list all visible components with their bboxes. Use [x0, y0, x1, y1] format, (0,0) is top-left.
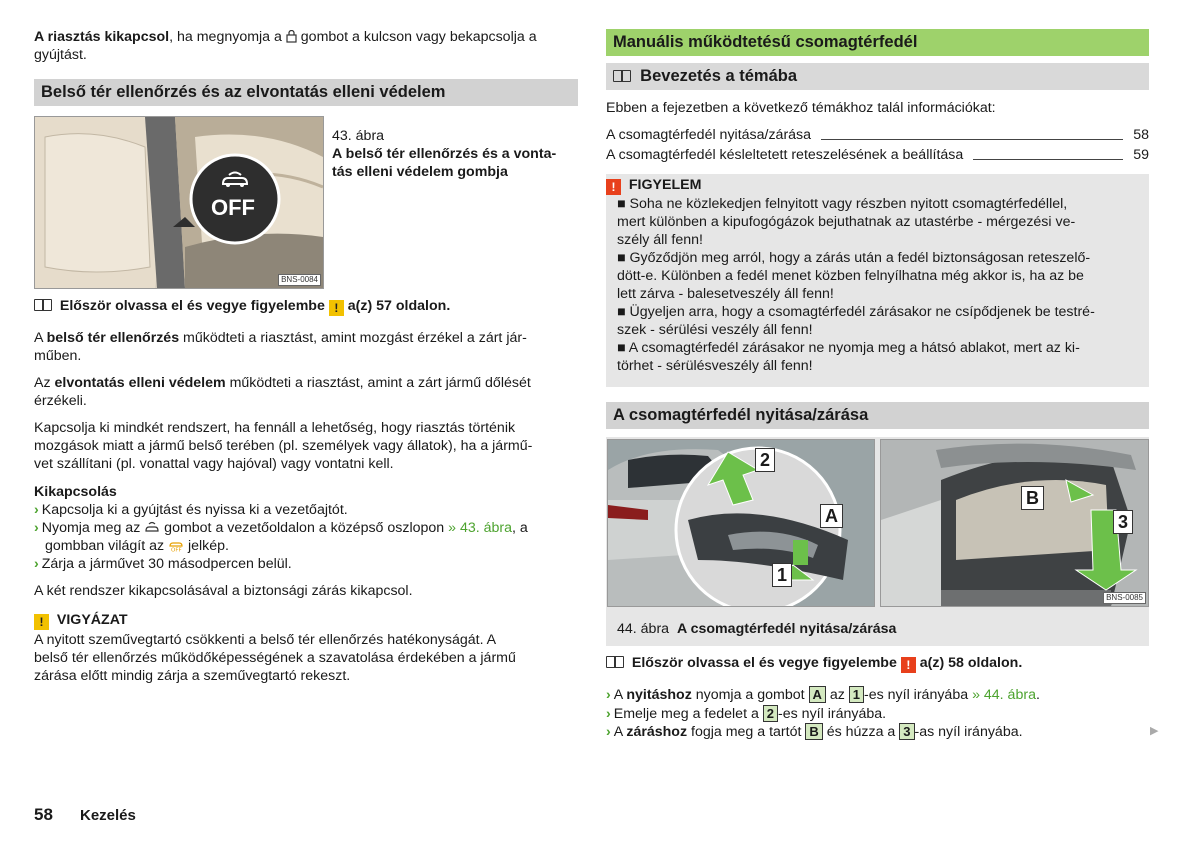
book-icon	[613, 70, 631, 82]
svg-text:OFF: OFF	[171, 547, 182, 552]
section-header-interior-monitoring: Belső tér ellenőrzés és az elvontatás elleni védelem	[34, 79, 578, 106]
caution-heading: ! VIGYÁZAT	[34, 611, 128, 630]
caution-icon: !	[34, 614, 49, 630]
car-alarm-icon	[218, 170, 252, 190]
chapter-header: Manuális működtetésű csomagtérfedél	[606, 29, 1149, 56]
figure-43-caption-line1: A belső tér ellenőrzés és a vonta-	[332, 146, 557, 162]
figure-44-box	[606, 437, 1149, 646]
label-A-ref: A	[809, 686, 826, 703]
step-1: › Kapcsolja ki a gyújtást és nyissa ki a vezetőajtót.	[34, 502, 348, 518]
label-A: A	[820, 504, 843, 528]
figure-43-image	[34, 116, 324, 289]
figure-44-link[interactable]: » 44. ábra	[972, 687, 1036, 703]
label-2-ref: 2	[763, 705, 778, 722]
figure-44-image-left	[607, 439, 875, 607]
label-1-ref: 1	[849, 686, 864, 703]
off-heading: Kikapcsolás	[34, 484, 117, 500]
figure-43-number: 43. ábra	[332, 128, 385, 144]
step-2: › Nyomja meg az gombot a vezetőoldalon a középső oszlopon » 43. ábra, a gombban világít az OFF jelkép.	[34, 520, 528, 554]
label-3: 3	[1113, 510, 1133, 534]
paragraph-interior-monitoring: A belső tér ellenőrzés működteti a riasztást, amint mozgást érzékel a zárt jár- műben.	[34, 330, 527, 364]
step-arrow-icon: ›	[34, 502, 39, 518]
open-trunk-illustration	[881, 440, 1148, 606]
step-close: › A záráshoz fogja meg a tartót B és húzza a 3 -as nyíl irányába.	[606, 724, 1023, 740]
paragraph-tow-protection: Az elvontatás elleni védelem működteti a riasztást, amint a zárt jármű dőlését érzékeli.	[34, 375, 531, 409]
step-arrow-icon: ›	[34, 520, 39, 536]
continue-arrow-icon: ▶	[1150, 725, 1159, 737]
section-header-tailgate: A csomagtérfedél nyitása/zárása	[606, 402, 1149, 429]
figure-tag: BNS-0084	[278, 274, 321, 286]
book-icon	[606, 656, 624, 668]
figure-43-link[interactable]: » 43. ábra	[448, 520, 513, 536]
warning-icon: !	[901, 657, 916, 673]
label-B: B	[1021, 486, 1044, 510]
book-icon	[34, 299, 52, 311]
toc-entry[interactable]: A csomagtérfedél nyitása/zárása 58	[606, 127, 1149, 143]
step-lift: › Emelje meg a fedelet a 2 -es nyíl irányába.	[606, 706, 887, 722]
off-button-label: OFF	[211, 195, 255, 220]
intro-text: Ebben a fejezetben a következő témákhoz talál információkat:	[606, 100, 996, 116]
figure-tag: BNS-0085	[1103, 592, 1146, 604]
lock-icon	[286, 30, 297, 43]
step-open: › A nyitáshoz nyomja a gombot A az 1 -es nyíl irányába » 44. ábra.	[606, 687, 1040, 703]
step-3: › Zárja a járművet 30 másodpercen belül.	[34, 556, 292, 572]
label-2: 2	[755, 448, 775, 472]
paragraph-security-lock: A két rendszer kikapcsolásával a biztonsági zárás kikapcsol.	[34, 583, 413, 599]
step-arrow-icon: ›	[606, 687, 611, 703]
warning-heading: ! FIGYELEM	[606, 176, 701, 195]
step-arrow-icon: ›	[606, 724, 611, 740]
figure-44-image-right	[880, 439, 1149, 607]
figure-43-caption-line2: tás elleni védelem gombja	[332, 164, 508, 180]
paragraph-switch-off-advice: Kapcsolja ki mindkét rendszert, ha fennáll a lehetőség, hogy riasztás történik mozgások miatt a jármű belső terében (pl. személyek vagy állatok), ha a jármű- vet szállítani (pl. vonattal vagy hajóval) vagy vontatni kell.	[34, 420, 533, 472]
warning-text: ■ Soha ne közlekedjen felnyitott vagy részben nyitott csomagtérfedéllel, mert különben a kipufogógázok bejuthatnak az utastérbe - mérgezési ve- szély áll fenn! ■ Győződjön meg arról, hogy a zárás után a fedél biztonságosan reteszelő- dött-e. Különben a fedél menet közben felnyílhatna még akkor is, ha az be lett zárva - balesetveszély áll fenn! ■ Ügyeljen arra, hogy a csomagtérfedél zárásakor ne csípődjenek be testré- szek - sérülési veszély áll fenn! ■ A csomagtérfedél zárásakor ne nyomja meg a hátsó ablakot, mert az ki- törhet - sérülésveszély áll fenn!	[617, 196, 1095, 374]
warning-icon: !	[329, 300, 344, 316]
warning-box	[606, 174, 1149, 387]
intro-paragraph: A riasztás kikapcsol, ha megnyomja a gombot a kulcson vagy bekapcsolja a gyújtást.	[34, 29, 537, 63]
toc-entry[interactable]: A csomagtérfedél késleltetett reteszelésének a beállítása 59	[606, 147, 1149, 163]
step-arrow-icon: ›	[606, 706, 611, 722]
caution-text: A nyitott szeművegtartó csökkenti a belső tér ellenőrzés hatékonyságát. A belső tér ellenőrzés működőképességének a szavatolása érdekében a jármű zárása előtt mindig zárja a szeművegtartó rekeszt.	[34, 632, 516, 684]
label-B-ref: B	[805, 723, 822, 740]
read-first-note: Először olvassa el és vegye figyelembe ! a(z) 58 oldalon.	[606, 654, 1022, 673]
page-number: 58	[34, 805, 53, 824]
figure-44-caption: 44. ábra A csomagtérfedél nyitása/zárása	[617, 621, 897, 637]
off-symbol-icon	[168, 538, 184, 552]
label-3-ref: 3	[899, 723, 914, 740]
step-arrow-icon: ›	[34, 556, 39, 572]
car-alarm-symbol-icon	[144, 520, 160, 534]
footer-section: Kezelés	[80, 807, 136, 824]
warning-icon: !	[606, 179, 621, 195]
read-first-note: Először olvassa el és vegye figyelembe ! a(z) 57 oldalon.	[34, 297, 450, 316]
intro-header: Bevezetés a témába	[606, 63, 1149, 90]
label-1: 1	[772, 563, 792, 587]
interior-illustration	[35, 117, 323, 288]
